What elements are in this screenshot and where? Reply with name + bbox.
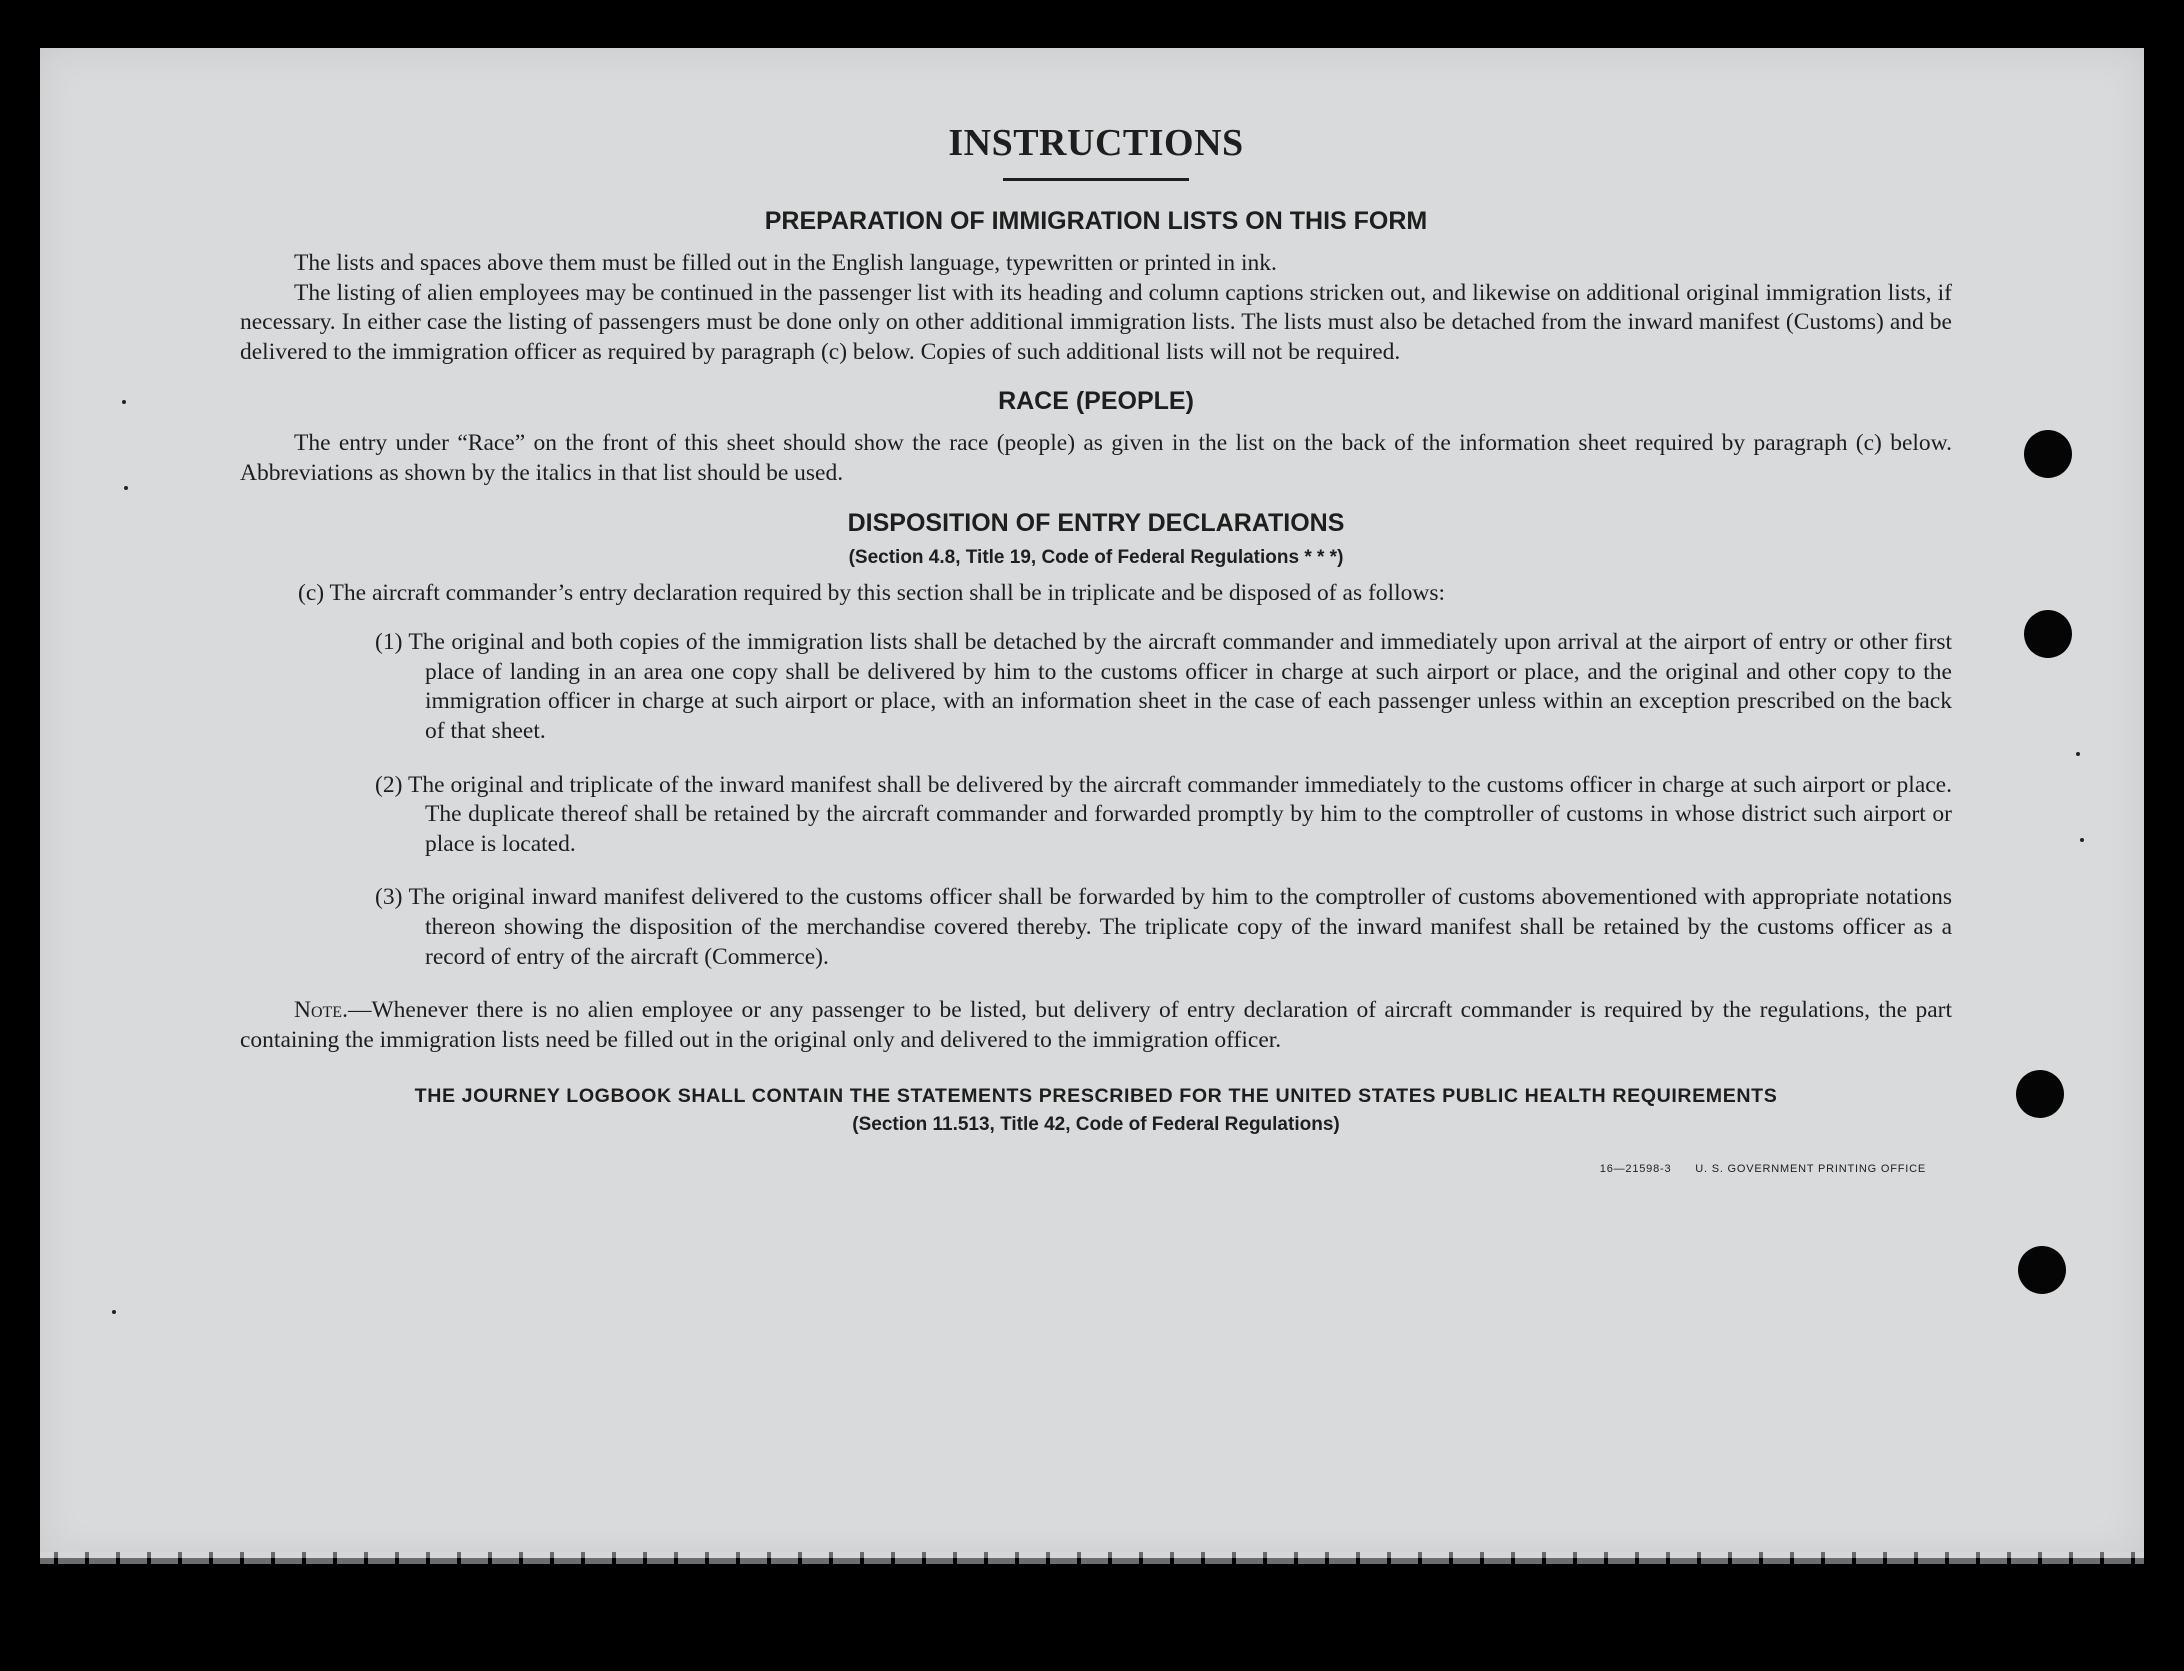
punch-hole-4 (2018, 1246, 2066, 1294)
preparation-heading: PREPARATION OF IMMIGRATION LISTS ON THIS FORM (764, 207, 1428, 235)
disposition-intro: (c) The aircraft commander’s entry declaration required by this section shall be in triplicate and be disposed of as follows: (298, 579, 1445, 606)
printer-name: U. S. GOVERNMENT PRINTING OFFICE (1695, 1163, 1926, 1176)
speck-mark (2080, 838, 2084, 842)
torn-bottom-edge (40, 1552, 2144, 1564)
disposition-item-1: (1) The original and both copies of the immigration lists shall be detached by the aircraft commander and immediately upon arrival at the airport of entry or other first place of landing in an area one copy shall be delivered by him to the customs officer in charge at such airport or place, and the original and other copy to the immigration officer in charge at such airport or place, with an information sheet in the case of each passenger unless within an exception prescribed on the back of that sheet. (375, 629, 1952, 744)
race-heading: RACE (PEOPLE) (998, 387, 1194, 416)
race-paragraph: The entry under “Race” on the front of this sheet should show the race (people) as given in the list on the back of the information sheet required by paragraph (c) below. Abbreviations as shown by the italics in that list should be used. (240, 430, 1952, 486)
note-paragraph (240, 996, 1952, 1055)
instructions-body (240, 108, 1952, 1175)
disposition-item-3: (3) The original inward manifest delivered to the customs officer shall be forwarded by him to the comptroller of customs abovementioned with appropriate notations thereon showing the disposition of the merchandise covered thereby. The triplicate copy of the inward manifest shall be retained by the customs officer as a record of entry of the aircraft (Commerce). (375, 884, 1952, 970)
public-health-statement: THE JOURNEY LOGBOOK SHALL CONTAIN THE STATEMENTS PRESCRIBED FOR THE UNITED STATES PUBLIC HEALTH REQUIREMENTS (414, 1085, 1778, 1108)
punch-hole-1 (2024, 430, 2072, 478)
disposition-item-2: (2) The original and triplicate of the inward manifest shall be delivered by the aircraft commander immediately to the customs officer in charge at such airport or place. The duplicate thereof shall be retained by the aircraft commander and forwarded promptly by him to the comptroller of customs in whose district such airport or place is located. (375, 771, 1952, 857)
speck-mark (112, 1310, 116, 1314)
speck-mark (2076, 752, 2080, 756)
disposition-heading: DISPOSITION OF ENTRY DECLARATIONS (847, 508, 1345, 537)
preparation-paragraph-1: The lists and spaces above them must be filled out in the English language, typewritten or printed in ink. (294, 250, 1277, 276)
preparation-paragraph-2: The listing of alien employees may be continued in the passenger list with its heading and column captions stricken out, and likewise on additional original immigration lists, if necessary. In either case the listing of passengers must be done only on other additional immigration lists. The lists must also be detached from the inward manifest (Customs) and be delivered to the immigration officer as required by paragraph (c) below. Copies of such additional lists will not be required. (240, 279, 1952, 365)
document-page (40, 48, 2144, 1558)
title-underline (1003, 178, 1189, 181)
printer-imprint (240, 1163, 1952, 1175)
form-number: 16—21598-3 (1599, 1163, 1672, 1176)
speck-mark (124, 486, 128, 490)
public-health-reference: (Section 11.513, Title 42, Code of Federal Regulations) (852, 1114, 1340, 1136)
page-title: INSTRUCTIONS (948, 122, 1244, 164)
note-text: —Whenever there is no alien employee or any passenger to be listed, but delivery of entry declaration of aircraft commander is required by the regulations, the part containing the immigration lists need be filled out in the original only and delivered to the immigration officer. (240, 997, 1952, 1053)
speck-mark (122, 400, 126, 404)
punch-hole-3 (2016, 1070, 2064, 1118)
punch-hole-2 (2024, 610, 2072, 658)
disposition-reference: (Section 4.8, Title 19, Code of Federal Regulations * * *) (848, 546, 1344, 568)
note-lead: Note. (294, 997, 348, 1024)
